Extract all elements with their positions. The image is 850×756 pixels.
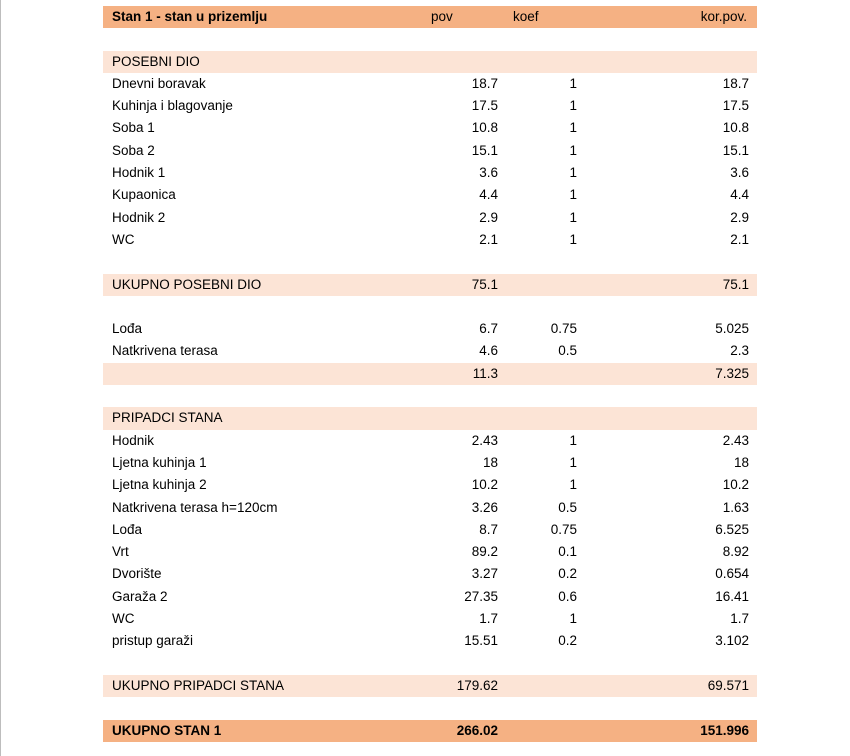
row-kor: 5.025	[715, 321, 749, 337]
table-row	[103, 586, 757, 608]
table-row	[103, 541, 757, 563]
row-name: Hodnik 1	[112, 165, 166, 181]
spacer	[103, 653, 757, 675]
row-koef: 1	[569, 187, 577, 203]
row-kor: 10.2	[722, 477, 749, 493]
row-kor: 0.654	[715, 566, 749, 582]
row-name: Kupaonica	[112, 187, 176, 203]
row-kor: 2.9	[730, 209, 749, 225]
row-kor: 2.3	[730, 343, 749, 359]
table-row	[103, 140, 757, 162]
row-kor: 8.92	[722, 544, 749, 560]
row-kor: 3.102	[715, 633, 749, 649]
row-pov: 18.7	[471, 75, 498, 91]
table-row	[103, 452, 757, 474]
row-kor: 16.41	[715, 588, 749, 604]
row-kor: 2.1	[730, 231, 749, 247]
row-pov: 2.1	[479, 231, 498, 247]
total-pov: 179.62	[456, 677, 498, 693]
table-row	[103, 608, 757, 630]
table-row	[103, 318, 757, 340]
subtotal-pov: 11.3	[472, 365, 498, 381]
row-name: Natkrivena terasa h=120cm	[112, 499, 278, 515]
row-koef: 0.2	[558, 633, 577, 649]
total-label: UKUPNO PRIPADCI STANA	[112, 677, 285, 693]
row-kor: 6.525	[715, 521, 749, 537]
row-name: Natkrivena terasa	[112, 343, 218, 359]
grand-total-kor: 151.996	[700, 722, 749, 738]
row-name: Hodnik	[112, 432, 155, 448]
spacer	[103, 28, 757, 50]
row-name: Dvorište	[112, 566, 162, 582]
table-row	[103, 519, 757, 541]
grand-total-row	[103, 720, 757, 742]
row-koef: 1	[569, 165, 577, 181]
row-kor: 1.7	[730, 611, 749, 627]
row-pov: 15.51	[464, 633, 498, 649]
row-pov: 1.7	[479, 611, 498, 627]
section-heading-label: PRIPADCI STANA	[112, 410, 223, 426]
row-pov: 4.4	[479, 187, 498, 203]
row-kor: 10.8	[722, 120, 749, 136]
table-row	[103, 474, 757, 496]
row-name: Ljetna kuhinja 1	[112, 454, 207, 470]
spacer	[103, 251, 757, 273]
row-pov: 10.2	[471, 477, 498, 493]
table-row	[103, 340, 757, 362]
row-pov: 2.9	[479, 209, 498, 225]
row-kor: 1.63	[722, 499, 749, 515]
row-koef: 1	[569, 120, 577, 136]
section-heading-pripadci	[103, 407, 757, 429]
total-label: UKUPNO POSEBNI DIO	[112, 276, 262, 292]
row-name: Ljetna kuhinja 2	[112, 477, 207, 493]
row-koef: 1	[569, 142, 577, 158]
row-koef: 0.75	[550, 521, 577, 537]
total-pov: 75.1	[471, 276, 498, 292]
row-koef: 0.5	[558, 343, 577, 359]
table-row	[103, 95, 757, 117]
row-pov: 2.43	[471, 432, 498, 448]
row-pov: 89.2	[471, 544, 498, 560]
row-name: Lođa	[112, 521, 143, 537]
row-pov: 8.7	[479, 521, 498, 537]
row-koef: 1	[569, 98, 577, 114]
row-kor: 2.43	[722, 432, 749, 448]
column-header-koef: koef	[513, 9, 539, 24]
row-pov: 15.1	[471, 142, 498, 158]
row-koef: 0.75	[550, 321, 577, 337]
row-koef: 1	[569, 231, 577, 247]
row-pov: 6.7	[479, 321, 498, 337]
total-kor: 69.571	[707, 677, 749, 693]
row-kor: 17.5	[722, 98, 749, 114]
subtotal-row-lodza	[103, 363, 757, 385]
row-kor: 15.1	[722, 142, 749, 158]
row-name: Lođa	[112, 321, 143, 337]
area-table	[103, 6, 757, 742]
row-koef: 1	[569, 75, 577, 91]
table-row	[103, 117, 757, 139]
row-koef: 1	[569, 209, 577, 225]
grand-total-label: UKUPNO STAN 1	[112, 722, 222, 738]
table-row	[103, 73, 757, 95]
table-row	[103, 563, 757, 585]
row-pov: 17.5	[471, 98, 498, 114]
lodza-rows	[103, 318, 757, 363]
table-row	[103, 630, 757, 652]
section-heading-label: POSEBNI DIO	[112, 53, 200, 69]
row-name: Dnevni boravak	[112, 75, 206, 91]
row-name: Garaža 2	[112, 588, 168, 604]
row-pov: 10.8	[471, 120, 498, 136]
row-pov: 18	[482, 454, 498, 470]
total-row-posebni	[103, 274, 757, 296]
row-pov: 4.6	[479, 343, 498, 359]
spacer	[103, 697, 757, 719]
table-row	[103, 162, 757, 184]
row-name: Vrt	[112, 544, 129, 560]
grand-total-pov: 266.02	[456, 722, 498, 738]
page-left-border	[0, 0, 1, 756]
spacer	[103, 296, 757, 318]
table-header-row	[103, 6, 757, 28]
row-name: WC	[112, 231, 135, 247]
row-kor: 18	[733, 454, 749, 470]
pripadci-rows	[103, 430, 757, 653]
column-header-kor: kor.pov.	[700, 9, 747, 24]
row-kor: 3.6	[730, 165, 749, 181]
row-koef: 0.1	[558, 544, 577, 560]
row-koef: 0.5	[558, 499, 577, 515]
table-row	[103, 430, 757, 452]
row-koef: 0.2	[558, 566, 577, 582]
row-koef: 0.6	[558, 588, 577, 604]
row-koef: 1	[569, 454, 577, 470]
row-name: pristup garaži	[112, 633, 194, 649]
row-koef: 1	[569, 477, 577, 493]
row-name: Hodnik 2	[112, 209, 166, 225]
row-pov: 3.6	[479, 165, 498, 181]
row-name: Kuhinja i blagovanje	[112, 98, 233, 114]
row-koef: 1	[569, 432, 577, 448]
table-row	[103, 207, 757, 229]
table-row	[103, 497, 757, 519]
total-kor: 75.1	[722, 276, 749, 292]
table-row	[103, 184, 757, 206]
posebni-rows	[103, 73, 757, 251]
row-name: Soba 2	[112, 142, 155, 158]
row-kor: 4.4	[730, 187, 749, 203]
table-title: Stan 1 - stan u prizemlju	[112, 9, 268, 24]
subtotal-kor: 7.325	[715, 365, 749, 381]
section-heading-posebni	[103, 51, 757, 73]
row-kor: 18.7	[722, 75, 749, 91]
table-row	[103, 229, 757, 251]
row-koef: 1	[569, 611, 577, 627]
row-name: Soba 1	[112, 120, 155, 136]
spacer	[103, 385, 757, 407]
column-header-pov: pov	[431, 9, 453, 24]
row-pov: 27.35	[464, 588, 498, 604]
total-row-pripadci	[103, 675, 757, 697]
row-pov: 3.27	[471, 566, 498, 582]
row-name: WC	[112, 611, 135, 627]
row-pov: 3.26	[471, 499, 498, 515]
